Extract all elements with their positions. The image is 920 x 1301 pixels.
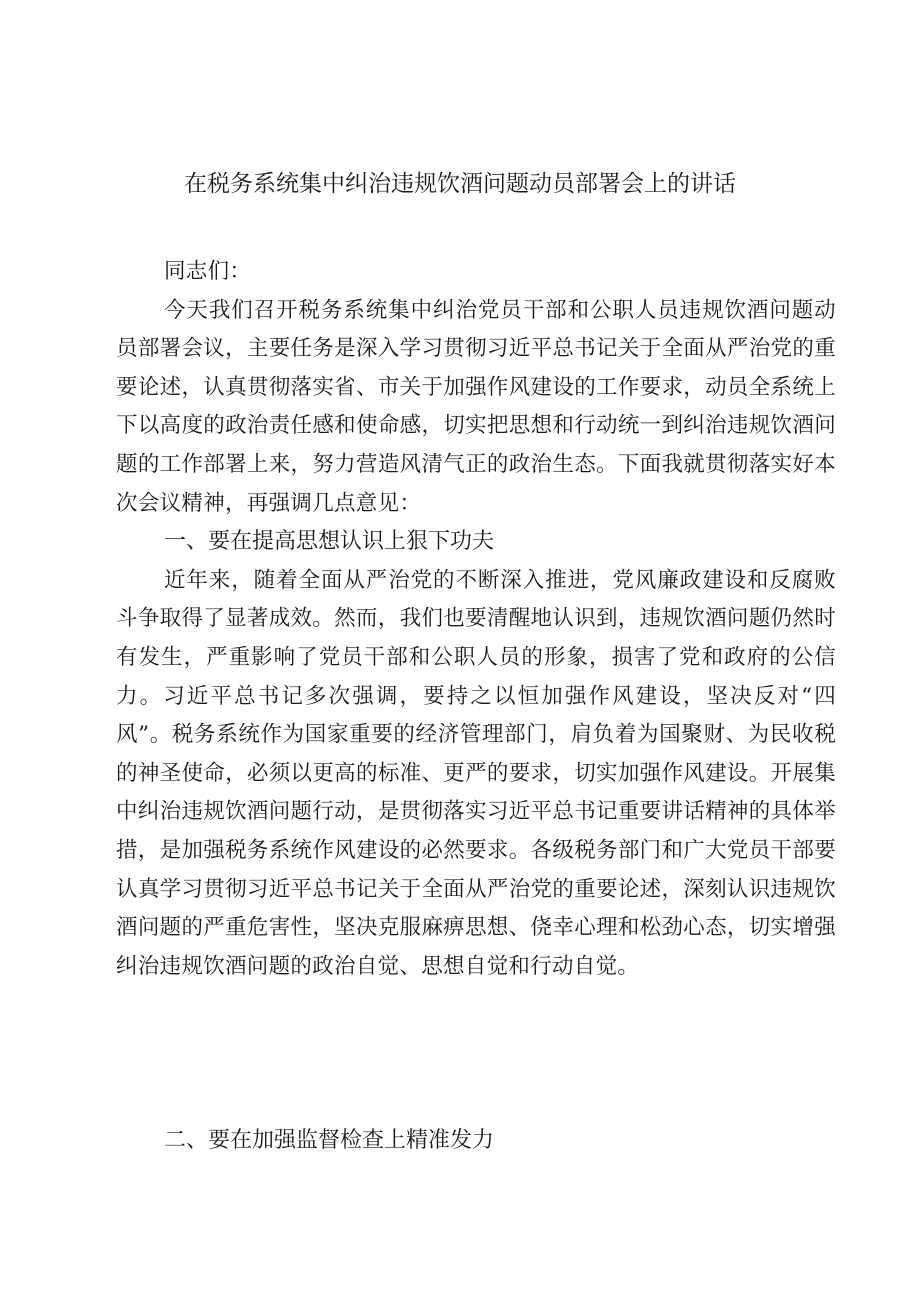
section-1-heading: 一、要在提高思想认识上狠下功夫 bbox=[164, 529, 495, 555]
intro-paragraph: 今天我们召开税务系统集中纠治党员干部和公职人员违规饮酒问题动员部署会议，主要任务是深入学习贯彻习近平总书记关于全面从严治党的重要论述，认真贯彻落实省、市关于加强作风建设的工作要求，动员全系统上下以高度的政治责任感和使命感，切实把思想和行动统一到纠治违规饮酒问题的工作部署上来，努力营造风清气正的政治生态。下面我就贯彻落实好本次会议精神，再强调几点意见： bbox=[116, 297, 836, 516]
document-body bbox=[116, 253, 836, 986]
section-1-paragraph: 近年来，随着全面从严治党的不断深入推进，党风廉政建设和反腐败斗争取得了显著成效。然而，我们也要清醒地认识到，违规饮酒问题仍然时有发生，严重影响了党员干部和公职人员的形象，损害了党和政府的公信力。习近平总书记多次强调，要持之以恒加强作风建设，坚决反对“四风”。税务系统作为国家重要的经济管理部门，肩负着为国聚财、为民收税的神圣使命，必须以更高的标准、更严的要求，切实加强作风建设。开展集中纠治违规饮酒问题行动，是贯彻落实习近平总书记重要讲话精神的具体举措，是加强税务系统作风建设的必然要求。各级税务部门和广大党员干部要认真学习贯彻习近平总书记关于全面从严治党的重要论述，深刻认识违规饮酒问题的严重危害性，坚决克服麻痹思想、侥幸心理和松劲心态，切实增强纠治违规饮酒问题的政治自觉、思想自觉和行动自觉。 bbox=[116, 567, 836, 979]
document-title: 在税务系统集中纠治违规饮酒问题动员部署会上的讲话 bbox=[184, 171, 736, 197]
salutation: 同志们： bbox=[164, 259, 252, 284]
section-2-heading: 二、要在加强监督检查上精准发力 bbox=[164, 1128, 495, 1153]
